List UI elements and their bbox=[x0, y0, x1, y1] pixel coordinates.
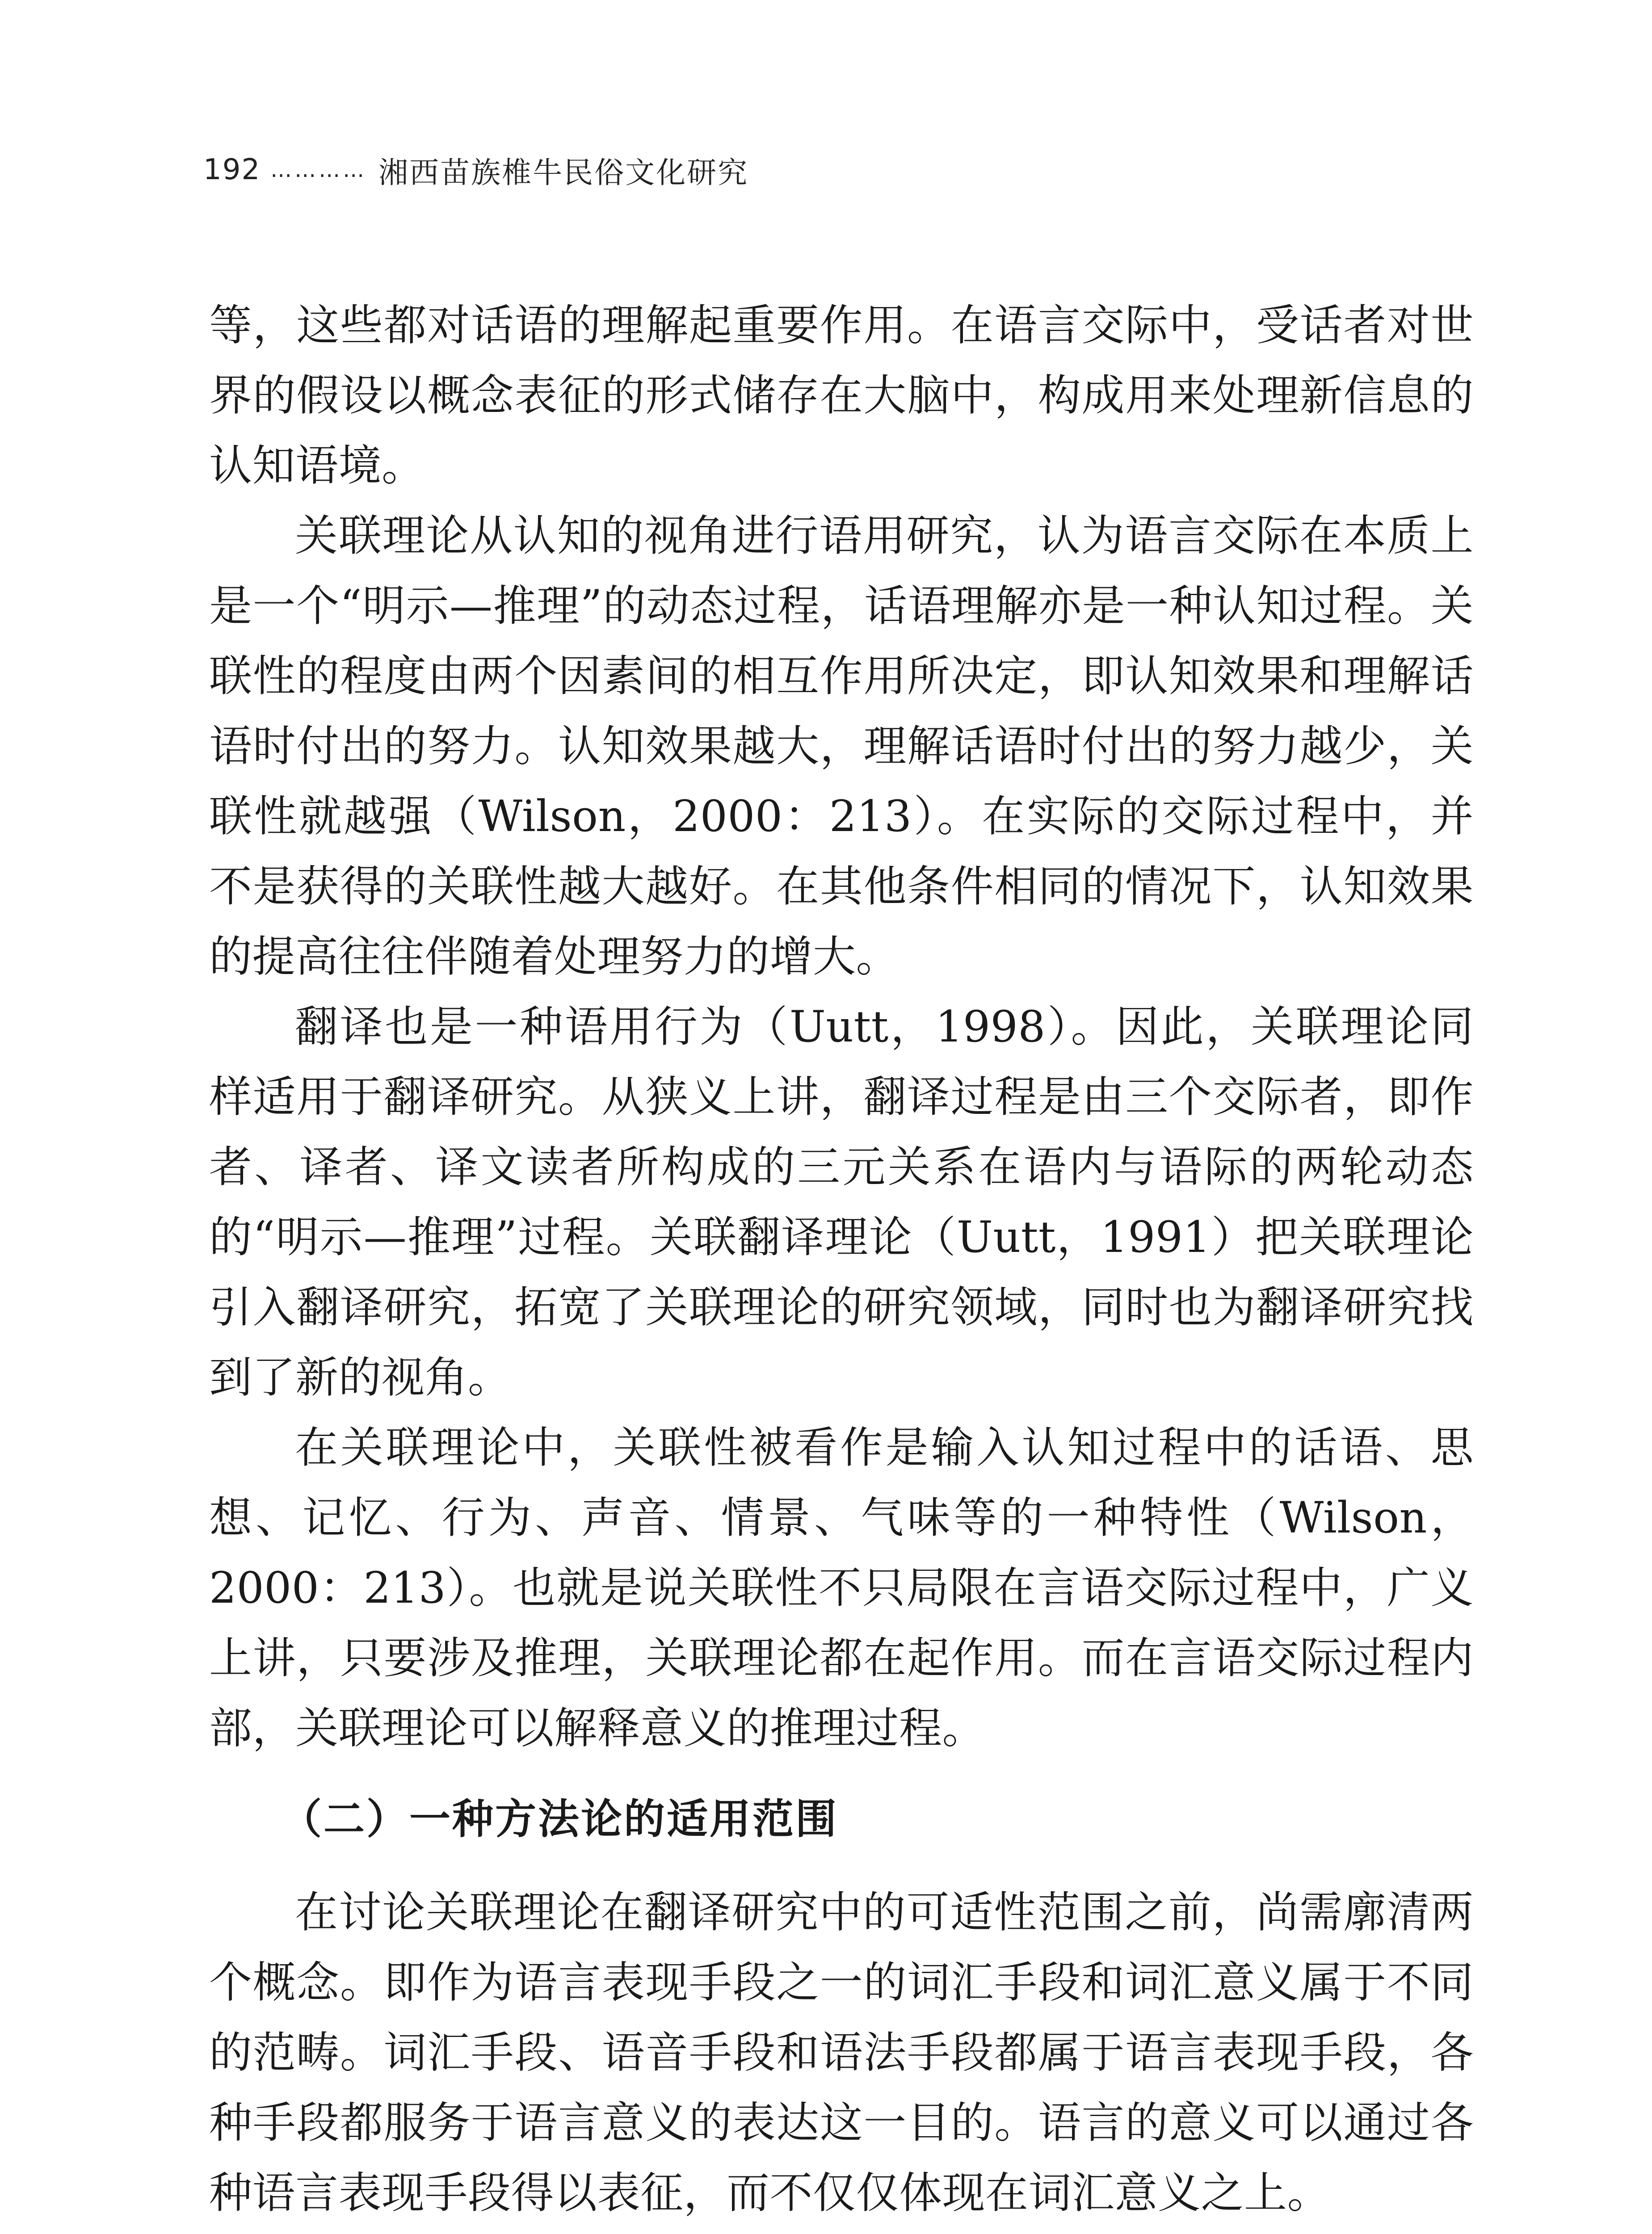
running-header bbox=[203, 143, 748, 197]
paragraph: 关联理论从认知的视角进行语用研究，认为语言交际在本质上是一个“明示—推理”的动态过程，话语理解亦是一种认知过程。关联性的程度由两个因素间的相互作用所决定，即认知效果和理解话语时付出的努力。认知效果越大，理解话语时付出的努力越少，关联性就越强（Wilson，2000：213）。在实际的交际过程中，并不是获得的关联性越大越好。在其他条件相同的情况下，认知效果的提高往往伴随着处理努力的增大。 bbox=[209, 511, 1474, 982]
paragraph: 翻译也是一种语用行为（Uutt，1998）。因此，关联理论同样适用于翻译研究。从狭义上讲，翻译过程是由三个交际者，即作者、译者、译文读者所构成的三元关系在语内与语际的两轮动态的“明示—推理”过程。关联翻译理论（Uutt，1991）把关联理论引入翻译研究，拓宽了关联理论的研究领域，同时也为翻译研究找到了新的视角。 bbox=[209, 1002, 1474, 1403]
paragraph-continued: 等，这些都对话语的理解起重要作用。在语言交际中，受话者对世界的假设以概念表征的形式储存在大脑中，构成用来处理新信息的认知语境。 bbox=[209, 300, 1474, 491]
paragraph: 在关联理论中，关联性被看作是输入认知过程中的话语、思想、记忆、行为、声音、情景、气味等的一种特性（Wilson，2000：213）。也就是说关联性不只局限在言语交际过程中，广义上讲，只要涉及推理，关联理论都在起作用。而在言语交际过程内部，关联理论可以解释意义的推理过程。 bbox=[209, 1423, 1474, 1753]
header-leader-dots: ………… bbox=[270, 157, 367, 182]
paragraph: 在讨论关联理论在翻译研究中的可适性范围之前，尚需廓清两个概念。即作为语言表现手段之一的词汇手段和词汇意义属于不同的范畴。词汇手段、语音手段和语法手段都属于语言表现手段，各种手段都服务于语言意义的表达这一目的。语言的意义可以通过各种语言表现手段得以表征，而不仅仅体现在词汇意义之上。 bbox=[209, 1887, 1474, 2218]
paragraph bbox=[209, 2228, 1474, 2234]
page-number: 192 bbox=[203, 153, 261, 186]
section-heading: （二）一种方法论的适用范围 bbox=[281, 1795, 839, 1843]
body-text bbox=[209, 290, 1474, 2234]
book-title: 湘西苗族椎牛民俗文化研究 bbox=[378, 155, 749, 190]
